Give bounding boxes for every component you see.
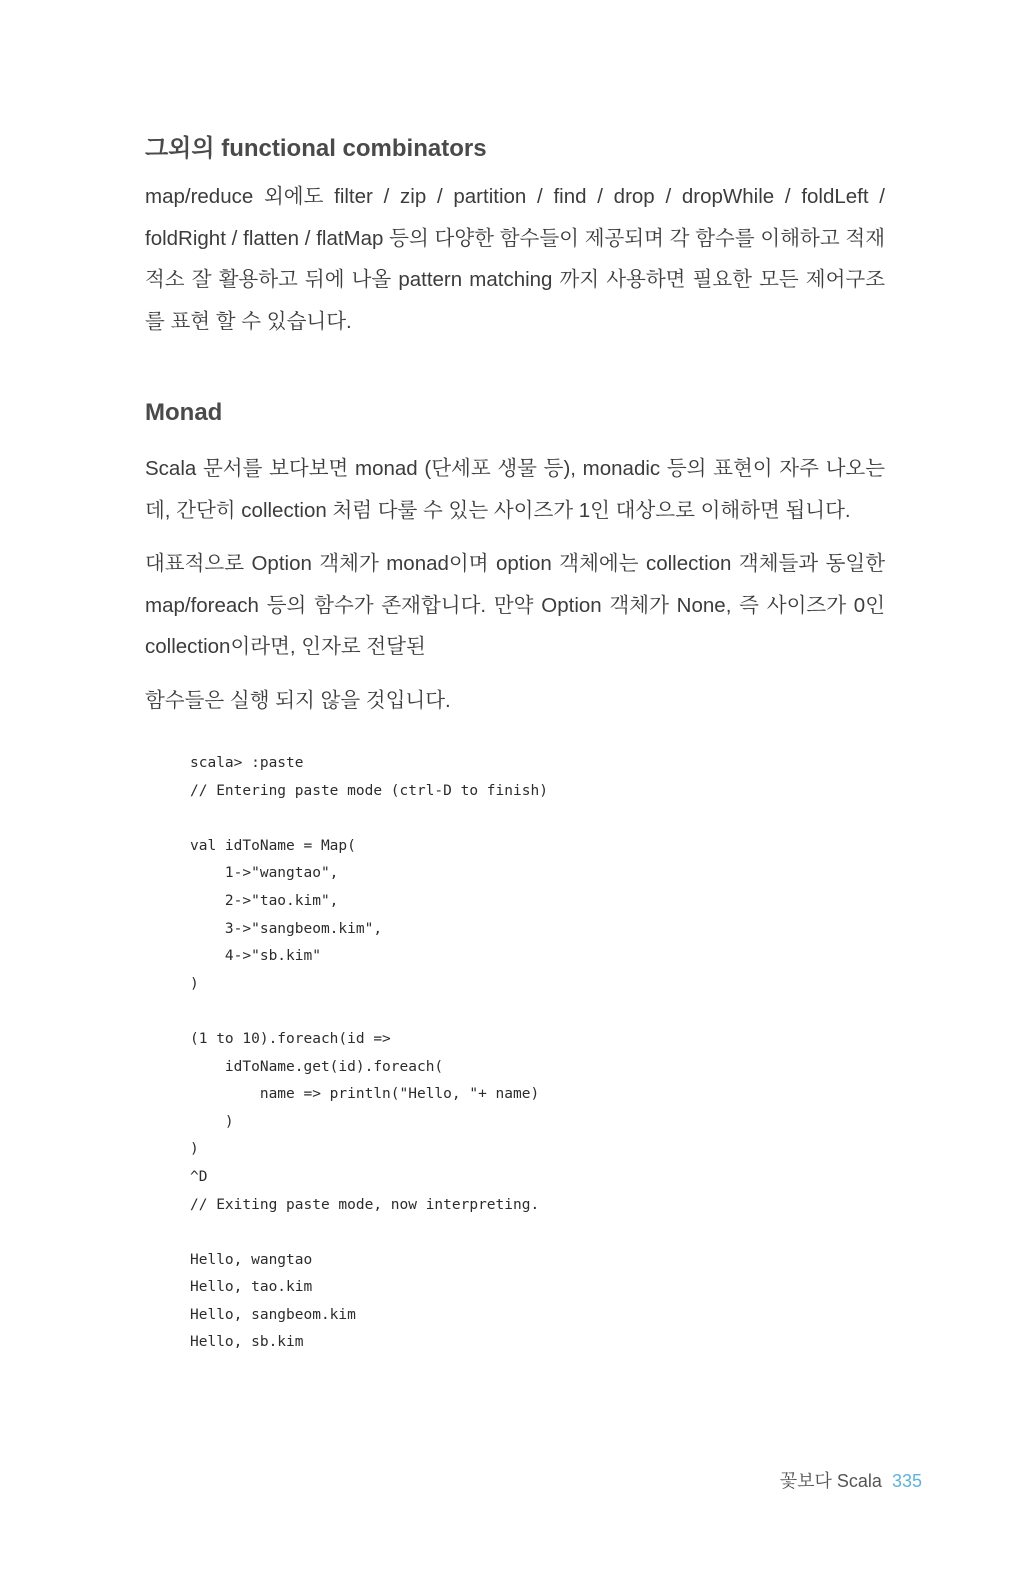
code-line: (1 to 10).foreach(id => [190,1030,391,1047]
page-footer [780,1467,922,1493]
code-line: Hello, tao.kim [190,1279,313,1296]
code-line: // Exiting paste mode, now interpreting. [190,1196,540,1213]
code-line: // Entering paste mode (ctrl-D to finish) [190,782,548,799]
code-line [190,998,548,1026]
code-line [190,805,548,833]
code-line: 2->"tao.kim", [190,892,339,909]
paragraph-monad-conclusion: 함수들은 실행 되지 않을 것입니다. [145,689,451,712]
code-line: 3->"sangbeom.kim", [190,920,383,937]
code-line: 4->"sb.kim" [190,948,321,965]
code-line: ) [190,1141,199,1158]
section-heading-monad: Monad [145,399,223,426]
code-line: Hello, sangbeom.kim [190,1306,356,1323]
code-line: idToName.get(id).foreach( [190,1058,444,1075]
code-line: Hello, sb.kim [190,1334,304,1351]
code-line: Hello, wangtao [190,1251,313,1268]
section-heading-functional-combinators: 그외의 functional combinators [145,135,487,162]
code-block [190,750,548,1357]
book-title: 꽃보다 Scala [779,1471,882,1491]
code-line: ) [190,1113,234,1130]
code-line: scala> :paste [190,755,304,771]
code-line: ^D [190,1168,208,1185]
paragraph-monad-option: 대표적으로 Option 객체가 monad이며 option 객체에는 collection 객체들과 동일한 map/foreach 등의 함수가 존재합니다. 만약 Option 객체가 None, 즉 사이즈가 0인 collection이라면, 인자로 전달된 [145,552,885,658]
page-number: 335 [891,1471,922,1491]
paragraph-functional-combinators: map/reduce 외에도 filter / zip / partition / find / drop / dropWhile / foldLeft / foldRight / flatten / flatMap 등의 다양한 함수들이 제공되며 각 함수를 이해하고 적재적소 잘 활용하고 뒤에 나올 pattern matching 까지 사용하면 필요한 모든 제어구조를 표현 할 수 있습니다. [145,185,885,333]
paragraph-monad-intro: Scala 문서를 보다보면 monad (단세포 생물 등), monadic 등의 표현이 자주 나오는데, 간단히 collection 처럼 다룰 수 있는 사이즈가 1인 대상으로 이해하면 됩니다. [145,457,885,522]
code-line: 1->"wangtao", [190,865,339,882]
code-line: ) [190,975,199,992]
code-line: val idToName = Map( [190,837,356,854]
code-line: name => println("Hello, "+ name) [190,1086,540,1103]
code-line [190,1219,548,1247]
